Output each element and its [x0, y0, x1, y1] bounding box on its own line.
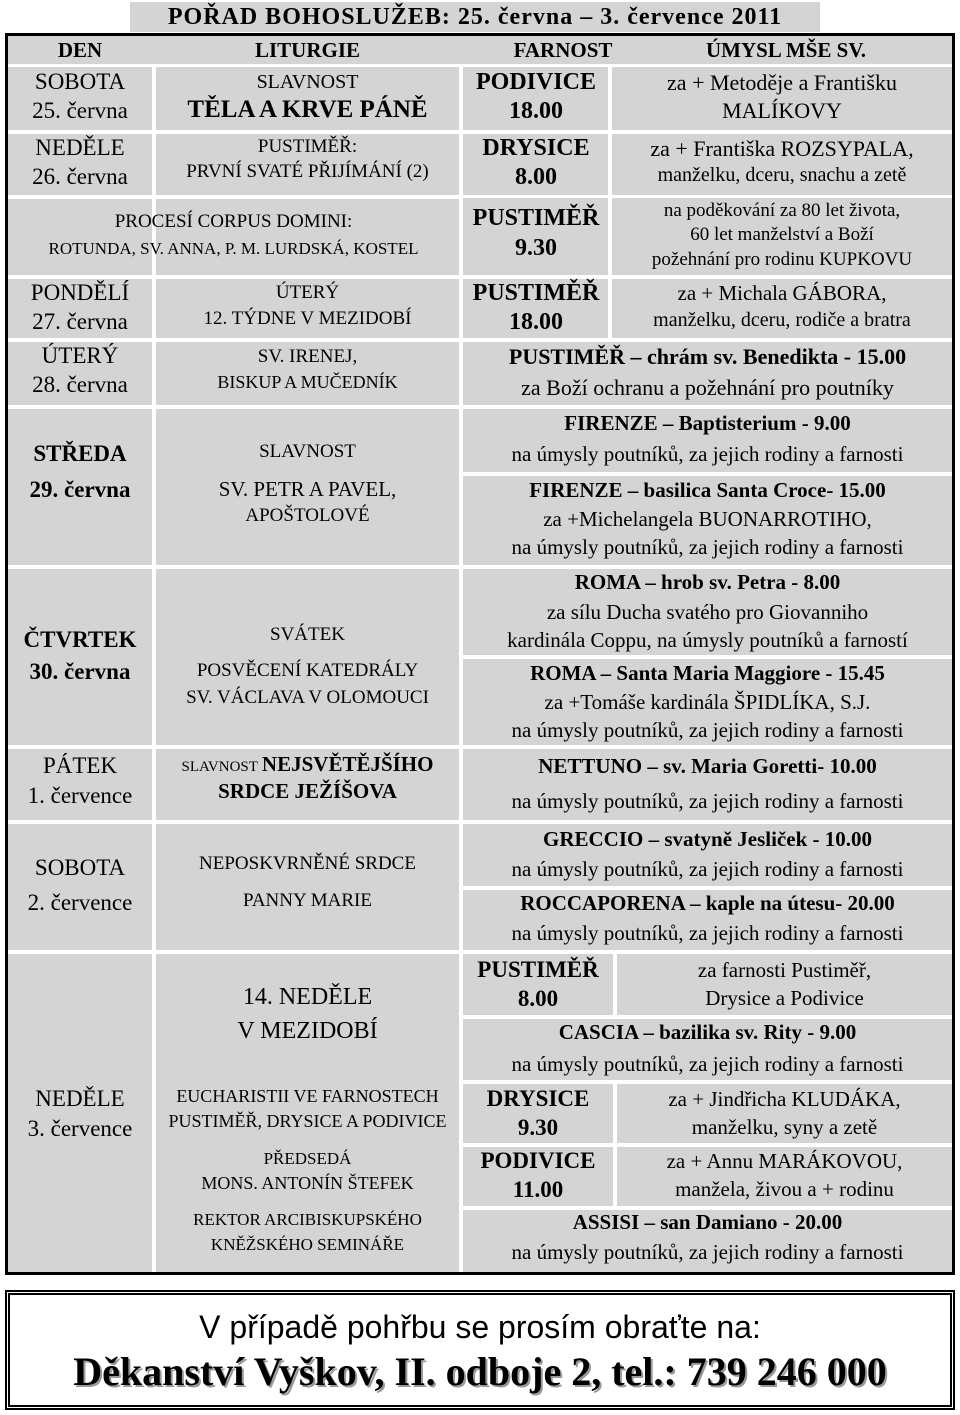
intention-line: za + Jindřicha KLUDÁKA,: [668, 1087, 901, 1111]
cell-gap: [460, 655, 952, 659]
intention-line: manželku, dceru, snachu a zetě: [657, 164, 907, 186]
intention-line: na úmysly poutníků, za jejich rodiny a farnosti: [511, 921, 904, 945]
day-date: 2. července: [27, 890, 133, 915]
day-date: 25. června: [32, 98, 128, 123]
row-gap: [8, 565, 952, 569]
mass-place-line: ROCCAPORENA – kaple na útesu- 20.00: [520, 891, 895, 915]
page-title: POŘAD BOHOSLUŽEB: 25. června – 3. července 2011: [130, 2, 820, 32]
liturgy-line: SLAVNOST: [256, 71, 359, 93]
mass-time: 11.00: [512, 1177, 564, 1202]
intention-line: za + Františka ROZSYPALA,: [650, 136, 914, 161]
intention-line: za + Michala GÁBORA,: [677, 281, 887, 305]
day-name: ČTVRTEK: [23, 627, 137, 652]
parish-name: PODIVICE: [475, 69, 596, 95]
day-name: SOBOTA: [34, 69, 126, 94]
day-name: NEDĚLE: [35, 1086, 125, 1111]
intention-line: za sílu Ducha svatého pro Giovanniho: [546, 600, 869, 624]
row-gap: [8, 275, 952, 279]
day-name: ÚTERÝ: [41, 343, 119, 368]
parish-name: PUSTIMĚŘ: [477, 957, 599, 982]
intention-line: MALÍKOVY: [722, 98, 842, 123]
day-name: PONDĚLÍ: [30, 280, 130, 305]
mass-place-line: GRECCIO – svatyně Jesliček - 10.00: [543, 827, 872, 851]
mass-place-line: CASCIA – bazilika sv. Rity - 9.00: [558, 1020, 857, 1044]
intention-line: za +Michelangela BUONARROTIHO,: [543, 507, 872, 531]
intention-line: Drysice a Podivice: [705, 986, 864, 1010]
liturgy-line: PŘEDSEDÁ: [263, 1149, 352, 1168]
liturgy-line: [156, 753, 459, 776]
day-date: 26. června: [32, 164, 128, 189]
day-name: PÁTEK: [42, 753, 118, 778]
row-gap: [8, 195, 462, 199]
day-name: NEDĚLE: [35, 135, 125, 160]
intention-line: manželku, dceru, rodiče a bratra: [653, 309, 911, 331]
day-date: 30. června: [29, 659, 131, 684]
mass-place-line: FIRENZE – basilica Santa Croce- 15.00: [529, 478, 886, 502]
liturgy-line: NEPOSKVRNĚNÉ SRDCE: [199, 853, 416, 874]
mass-place-line: NETTUNO – sv. Maria Goretti- 10.00: [538, 754, 877, 778]
intention-line: 60 let manželství a Boží: [690, 224, 874, 245]
intention-line: za farnosti Pustiměř,: [697, 958, 872, 982]
cell-gap: [460, 472, 952, 476]
contact-address: Děkanství Vyškov, II. odboje 2, tel.: 739 246 000: [73, 1349, 887, 1394]
liturgy-line: TĚLA A KRVE PÁNĚ: [187, 96, 428, 123]
liturgy-line: BISKUP A MUČEDNÍK: [217, 372, 398, 392]
day-date: 29. června: [29, 477, 131, 502]
row-gap: [8, 950, 952, 954]
liturgy-line: PRVNÍ SVATÉ PŘIJÍMÁNÍ (2): [186, 161, 429, 182]
liturgy-line: POSVĚCENÍ KATEDRÁLY: [196, 660, 419, 681]
mass-place-line: ROMA – hrob sv. Petra - 8.00: [574, 570, 841, 594]
liturgy-line: SLAVNOST: [259, 441, 356, 462]
row-gap: [8, 64, 952, 67]
mass-time: 18.00: [509, 98, 563, 124]
row-gap: [8, 338, 952, 342]
header-farnost: FARNOST: [513, 38, 613, 62]
contact-box: [5, 1290, 955, 1410]
intention-line: za + Annu MARÁKOVOU,: [666, 1149, 903, 1173]
parish-name: DRYSICE: [486, 1086, 590, 1111]
liturgy-line: V MEZIDOBÍ: [237, 1018, 378, 1044]
header-den: DEN: [57, 38, 103, 62]
liturgy-line: PROCESÍ CORPUS DOMINI:: [114, 211, 353, 232]
liturgy-line: APOŠTOLOVÉ: [245, 505, 370, 526]
liturgy-line: ÚTERÝ: [275, 282, 340, 303]
intention-line: za + Metoděje a Františku: [667, 70, 897, 95]
intention-line: kardinála Coppu, na úmysly poutníků a farností: [507, 628, 908, 652]
parish-name: PODIVICE: [480, 1148, 596, 1173]
mass-place-line: ROMA – Santa Maria Maggiore - 15.45: [530, 661, 885, 685]
liturgy-line: REKTOR ARCIBISKUPSKÉHO: [193, 1210, 422, 1229]
mass-time: 9.30: [517, 1115, 559, 1140]
mass-place-line: FIRENZE – Baptisterium - 9.00: [564, 411, 851, 435]
day-date: 28. června: [32, 372, 128, 397]
intention-line: na úmysly poutníků, za jejich rodiny a farnosti: [511, 1240, 904, 1264]
liturgy-line: SV. IRENEJ,: [257, 346, 358, 367]
intention-line: na úmysly poutníků, za jejich rodiny a farnosti: [511, 535, 904, 559]
day-date: 3. července: [27, 1116, 133, 1141]
intention-line: na úmysly poutníků, za jejich rodiny a farnosti: [511, 442, 904, 466]
cell-gap: [460, 1080, 952, 1084]
intention-line: za +Tomáše kardinála ŠPIDLÍKA, S.J.: [544, 690, 871, 714]
cell-gap: [460, 1015, 952, 1019]
parish-name: DRYSICE: [482, 135, 590, 161]
liturgy-prefix: SLAVNOST: [181, 759, 258, 775]
liturgy-line: KNĚŽSKÉHO SEMINÁŘE: [210, 1235, 405, 1254]
header-liturgie: LITURGIE: [254, 38, 361, 62]
row-gap: [8, 130, 952, 134]
day-name: STŘEDA: [33, 441, 127, 466]
liturgy-word: NEJSVĚTĚJŠÍHO: [261, 752, 434, 776]
mass-time: 9.30: [515, 235, 557, 261]
day-date: 27. června: [32, 309, 128, 334]
liturgy-line: ROTUNDA, SV. ANNA, P. M. LURDSKÁ, KOSTEL: [48, 239, 419, 258]
day-name: SOBOTA: [34, 855, 126, 880]
intention-line: manželku, syny a zetě: [691, 1115, 878, 1139]
intention-line: na úmysly poutníků, za jejich rodiny a farnosti: [511, 718, 904, 742]
liturgy-line: SRDCE JEŽÍŠOVA: [218, 779, 397, 803]
cell-gap: [459, 195, 952, 198]
parish-name: PUSTIMĚŘ: [472, 280, 600, 306]
mass-place-line: ASSISI – san Damiano - 20.00: [572, 1210, 843, 1234]
intention-line: manžela, živou a + rodinu: [675, 1177, 894, 1201]
liturgy-line: EUCHARISTII VE FARNOSTECH: [176, 1086, 439, 1106]
intention-line: za Boží ochranu a požehnání pro poutníky: [521, 375, 894, 400]
liturgy-line: PUSTIMĚŘ:: [257, 136, 358, 157]
contact-notice: V případě pohřbu se prosím obraťte na:: [199, 1309, 761, 1345]
intention-line: požehnání pro rodinu KUPKOVU: [651, 249, 913, 270]
day-date: 1. července: [27, 783, 133, 808]
liturgy-line: PANNY MARIE: [243, 890, 372, 911]
liturgy-line: 12. TÝDNE V MEZIDOBÍ: [203, 308, 412, 329]
intention-line: na úmysly poutníků, za jejich rodiny a farnosti: [511, 1052, 904, 1076]
cell-gap: [460, 886, 952, 890]
liturgy-line: MONS. ANTONÍN ŠTEFEK: [201, 1173, 414, 1193]
mass-time: 8.00: [517, 986, 559, 1011]
liturgy-line: SVÁTEK: [270, 624, 345, 645]
row-gap: [8, 405, 952, 409]
cell-gap: [460, 1143, 952, 1147]
mass-place-line: PUSTIMĚŘ – chrám sv. Benedikta - 15.00: [508, 344, 907, 369]
intention-line: na úmysly poutníků, za jejich rodiny a farnosti: [511, 789, 904, 813]
mass-time: 8.00: [515, 164, 557, 190]
mass-time: 18.00: [509, 309, 563, 335]
intention-line: na úmysly poutníků, za jejich rodiny a farnosti: [511, 857, 904, 881]
intention-line: na poděkování za 80 let života,: [663, 200, 901, 221]
liturgy-line: PUSTIMĚŘ, DRYSICE A PODIVICE: [168, 1111, 447, 1131]
liturgy-line: 14. NEDĚLE: [242, 984, 373, 1010]
header-umysl: ÚMYSL MŠE SV.: [705, 38, 867, 62]
row-gap: [8, 820, 952, 824]
liturgy-line: SV. PETR A PAVEL,: [218, 477, 397, 501]
row-gap: [8, 745, 952, 749]
liturgy-line: SV. VÁCLAVA V OLOMOUCI: [186, 687, 429, 708]
parish-name: PUSTIMĚŘ: [472, 205, 600, 231]
